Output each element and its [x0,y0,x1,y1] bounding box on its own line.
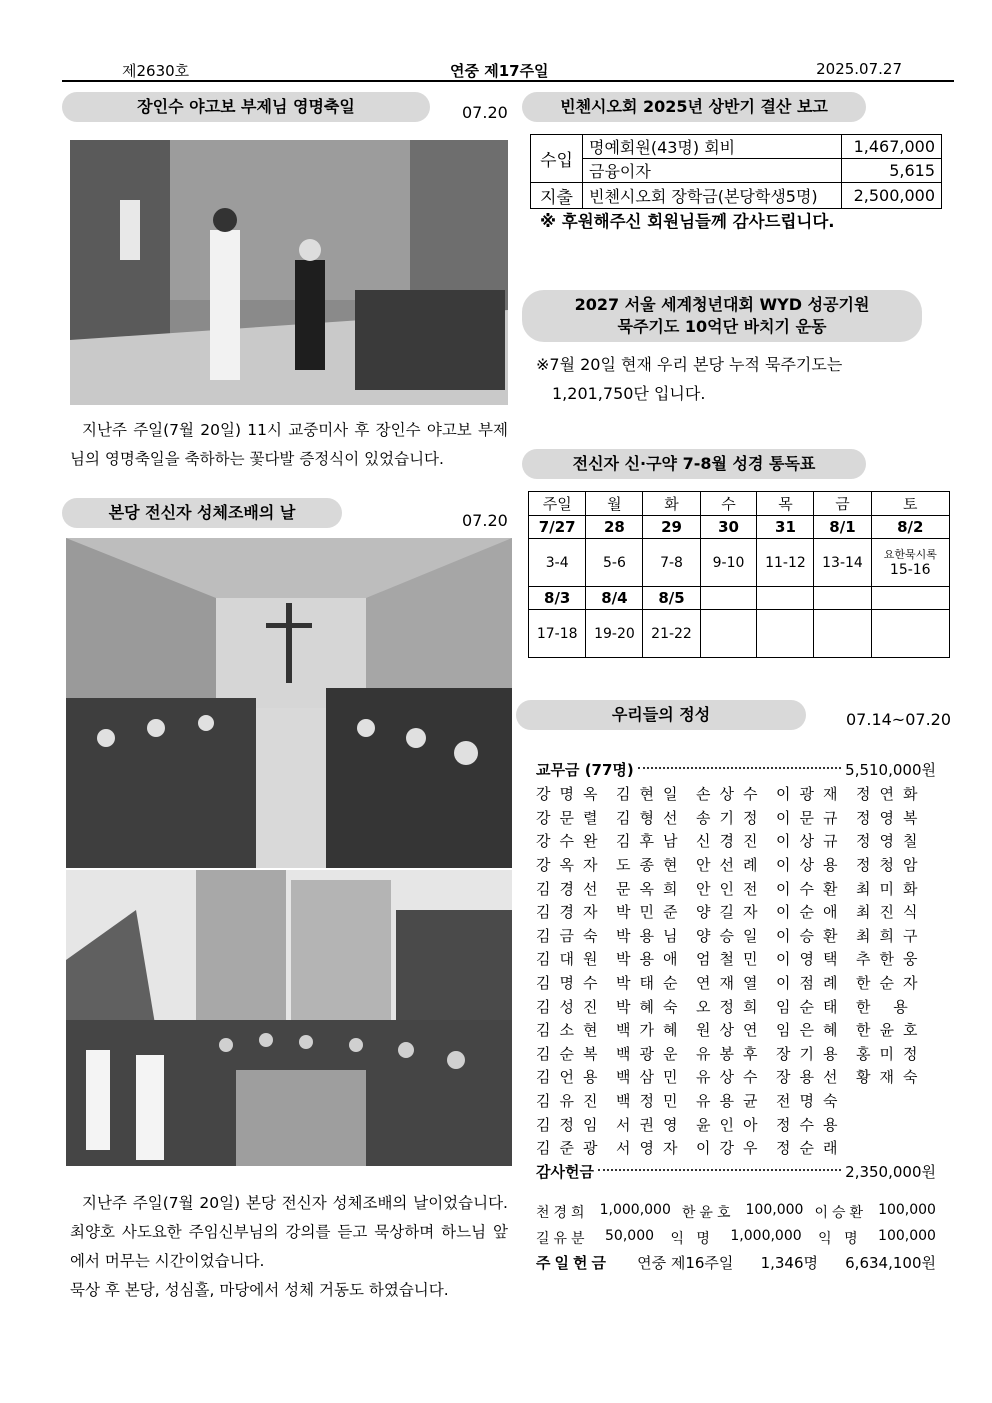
donor-name: 강문렬 [536,808,607,827]
finance-item: 빈첸시오회 장학금(본당학생5명) [583,183,842,209]
chapter-cell: 17-18 [529,610,586,658]
issue-date: 2025.07.27 [816,60,902,78]
article2-title: 본당 전신자 성체조배의 날 [62,498,342,528]
gift-row [536,1202,936,1222]
donor-name: 백삼민 [616,1068,687,1087]
day-header: 토 [871,492,949,516]
article2-date: 07.20 [462,511,508,530]
donor-name: 안선례 [696,856,767,875]
date-cell: 8/1 [814,516,871,539]
donor-row [536,1089,936,1113]
date-cell: 31 [757,516,814,539]
donor-name: 김소현 [536,1021,607,1040]
donor-name: 김형선 [616,808,687,827]
donor-name: 홍미정 [856,1044,927,1063]
chapter-cell [757,610,814,658]
donor-name: 황재숙 [856,1068,927,1087]
donor-name: 김정임 [536,1115,607,1134]
donor-name: 안인전 [696,879,767,898]
donor-name: 김준광 [536,1139,607,1158]
gift-row [536,1228,936,1248]
donor-name: 강수완 [536,832,607,851]
donor-row [536,994,936,1018]
gift-name: 길유분 [536,1231,589,1247]
donor-name: 김경선 [536,879,607,898]
donor-name: 박민준 [616,903,687,922]
gift-amount: 1,000,000 [730,1228,802,1244]
finance-table [530,134,942,209]
donor-name: 백가혜 [616,1021,687,1040]
chapter-cell [814,610,871,658]
donor-name: 장기용 [776,1044,847,1063]
donor-name: 문옥희 [616,879,687,898]
gift-name: 한윤호 [681,1205,735,1221]
donor-row [536,829,936,853]
date-cell: 8/3 [529,587,586,610]
gift-name: 익 명 [818,1231,862,1247]
donor-name: 연재열 [696,974,767,993]
donor-name: 김현일 [616,785,687,804]
chapter-cell: 3-4 [529,539,586,587]
donor-row [536,1112,936,1136]
donor-name: 이광재 [776,785,847,804]
donor-name: 박용애 [616,950,687,969]
donor-row [536,971,936,995]
expense-label: 지출 [531,183,583,209]
donor-name: 이문규 [776,808,847,827]
donor-name: 김유진 [536,1092,607,1111]
chapter-cell: 11-12 [757,539,814,587]
chapter-book: 요한묵시록 [883,548,937,561]
day-header: 월 [586,492,643,516]
donor-name: 이상용 [776,856,847,875]
donations-period: 07.14~07.20 [846,710,952,729]
donor-name: 김대원 [536,950,607,969]
donor-row [536,1065,936,1089]
donor-name: 임은혜 [776,1021,847,1040]
donor-row [536,853,936,877]
donor-name: 양승일 [696,926,767,945]
donor-row [536,947,936,971]
donor-name: 김경자 [536,903,607,922]
photo-feast-day [70,140,508,405]
day-header: 목 [757,492,814,516]
gift-amount: 100,000 [745,1202,804,1218]
donor-name: 손상수 [696,785,767,804]
gift-amount: 1,000,000 [599,1202,671,1218]
donor-name: 전명숙 [776,1092,847,1111]
donor-row [536,876,936,900]
finance-amount: 2,500,000 [842,183,942,209]
donor-row [536,782,936,806]
gift-name: 천경희 [536,1205,589,1221]
chapter-cell: 19-20 [586,610,643,658]
newsletter-header [62,58,954,82]
donor-name: 장용선 [776,1068,847,1087]
donor-name: 유용균 [696,1092,767,1111]
donor-row [536,1042,936,1066]
donor-name: 유상수 [696,1068,767,1087]
chapter-cell: 13-14 [814,539,871,587]
date-cell: 28 [586,516,643,539]
kyomu-line: 교무금 (77명) 5,510,000원 [536,761,936,780]
donor-row [536,900,936,924]
donor-name: 원상연 [696,1021,767,1040]
finance-amount: 1,467,000 [842,135,942,159]
article1-title: 장인수 야고보 부제님 영명축일 [62,92,430,122]
donor-name: 엄철민 [696,950,767,969]
donations-title: 우리들의 정성 [516,700,806,730]
date-cell [700,587,757,610]
gift-name: 익 명 [670,1231,714,1247]
bible-reading-table [528,491,950,658]
donor-name: 최미화 [856,879,927,898]
donor-name: 김순복 [536,1044,607,1063]
donor-name: 김명수 [536,974,607,993]
finance-note: ※ 후원해주신 회원님들께 감사드립니다. [540,212,835,231]
liturgical-week: 연중 제17주일 [450,62,549,80]
chapter-cell: 7-8 [643,539,700,587]
date-cell: 8/5 [643,587,700,610]
donor-name: 이점례 [776,974,847,993]
date-cell [814,587,871,610]
rosary-title: 2027 서울 세계청년대회 WYD 성공기원 묵주기도 10억단 바치기 운동 [522,290,922,342]
finance-item: 명예회원(43명) 회비 [583,135,842,159]
donor-name: 신경진 [696,832,767,851]
donor-name: 유봉후 [696,1044,767,1063]
day-header: 화 [643,492,700,516]
donor-name: 강명옥 [536,785,607,804]
finance-amount: 5,615 [842,159,942,183]
date-cell: 30 [700,516,757,539]
donor-name: 도종현 [616,856,687,875]
donor-name: 송기정 [696,808,767,827]
donor-name: 강옥자 [536,856,607,875]
donor-name: 이강우 [696,1139,767,1158]
finance-title: 빈첸시오회 2025년 상반기 결산 보고 [522,92,866,122]
income-label: 수입 [531,135,583,183]
donor-name: 양길자 [696,903,767,922]
chapter-cell [871,539,949,587]
donor-name: 임순태 [776,997,847,1016]
donor-name: 박혜숙 [616,997,687,1016]
donor-name: 이순애 [776,903,847,922]
issue-number: 제2630호 [122,62,190,80]
day-header: 수 [700,492,757,516]
donor-name: 김성진 [536,997,607,1016]
donor-name: 정연화 [856,785,927,804]
donor-row [536,1136,936,1160]
chapter-cell: 9-10 [700,539,757,587]
donor-name: 정영복 [856,808,927,827]
donor-name: 추한웅 [856,950,927,969]
article1-date: 07.20 [462,103,508,122]
donor-name: 정순래 [776,1139,847,1158]
date-cell: 8/2 [871,516,949,539]
donor-name: 서권영 [616,1115,687,1134]
gift-amount: 100,000 [878,1228,936,1244]
date-cell: 8/4 [586,587,643,610]
donor-name: 백광운 [616,1044,687,1063]
donor-name: 박태순 [616,974,687,993]
gift-name: 이승환 [814,1205,868,1221]
gift-amount: 50,000 [605,1228,655,1244]
sunday-offering: 주일헌금 연중 제16주일 1,346명 6,634,100원 [536,1254,936,1272]
donor-name: 한윤호 [856,1021,927,1040]
date-cell: 7/27 [529,516,586,539]
thanks-line: 감사헌금 2,350,000원 [536,1163,936,1182]
bible-title: 전신자 신·구약 7-8월 성경 통독표 [522,449,866,479]
donor-name: 한 용 [856,997,917,1016]
donor-names [536,782,936,1160]
chapter-cell: 21-22 [643,610,700,658]
donor-name: 이영택 [776,950,847,969]
donor-name: 서영자 [616,1139,687,1158]
donor-row [536,924,936,948]
donor-name: 김언용 [536,1068,607,1087]
date-cell [871,587,949,610]
photo-adoration-church [66,538,512,868]
photo-procession-yard [66,870,512,1166]
gift-amount: 100,000 [878,1202,936,1218]
donor-name: 오정희 [696,997,767,1016]
donor-name: 정영칠 [856,832,927,851]
donor-name: 최희구 [856,926,927,945]
donor-name: 한순자 [856,974,927,993]
donor-name: 이수환 [776,879,847,898]
finance-item: 금융이자 [583,159,842,183]
donor-name: 김금숙 [536,926,607,945]
article1-text: 지난주 주일(7월 20일) 11시 교중미사 후 장인수 야고보 부제님의 영명축일을 축하하는 꽃다발 증정식이 있었습니다. [70,421,508,468]
donor-name: 정청암 [856,856,927,875]
rosary-text: ※7월 20일 현재 우리 본당 누적 묵주기도는 1,201,750단 입니다. [536,355,843,403]
donor-name: 윤인아 [696,1115,767,1134]
article2-text: 지난주 주일(7월 20일) 본당 전신자 성체조배의 날이었습니다. 최양호 사도요한 주임신부님의 강의를 듣고 묵상하며 하느님 앞에서 머무는 시간이었습니다. 묵상 후 본당, 성심홀, 마당에서 성체 거동도 하였습니다. [70,1194,508,1299]
chapter-cell [700,610,757,658]
donor-name: 백정민 [616,1092,687,1111]
chapter-range: 15-16 [889,562,931,578]
date-cell: 29 [643,516,700,539]
chapter-cell: 5-6 [586,539,643,587]
day-header: 주일 [529,492,586,516]
donor-name: 박용님 [616,926,687,945]
donor-name: 최진식 [856,903,927,922]
chapter-cell [871,610,949,658]
donor-name: 이승환 [776,926,847,945]
donor-name: 정수용 [776,1115,847,1134]
donor-row [536,806,936,830]
donor-name: 이상규 [776,832,847,851]
donor-name: 김후남 [616,832,687,851]
day-header: 금 [814,492,871,516]
donor-row [536,1018,936,1042]
date-cell [757,587,814,610]
